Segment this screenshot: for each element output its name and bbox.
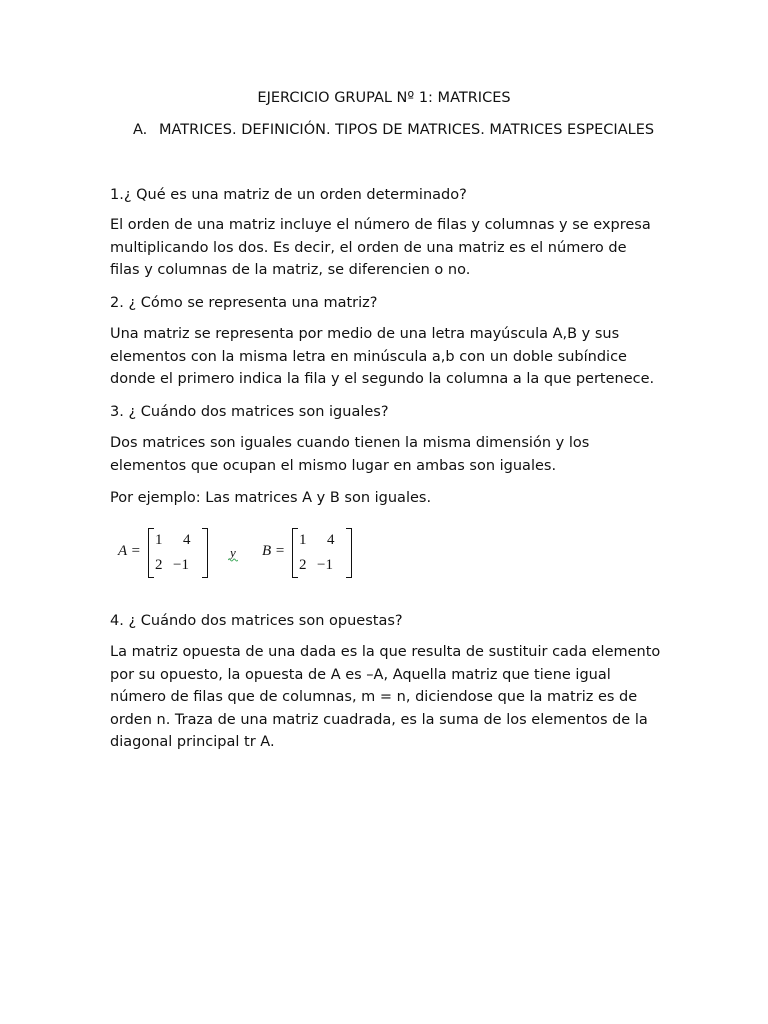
example-text: Por ejemplo: Las matrices A y B son iguales. — [110, 490, 432, 506]
answer-2-line: Una matriz se representa por medio de una letra mayúscula A,B y sus — [110, 326, 620, 342]
matrix-a-label: A = — [118, 543, 141, 559]
answer-3-line: Dos matrices son iguales cuando tienen la misma dimensión y los — [110, 435, 590, 451]
section-heading — [133, 120, 654, 140]
answer-4 — [110, 641, 670, 754]
matrix-a — [148, 528, 208, 578]
matrix-b-cell: 1 — [299, 532, 307, 548]
answer-4-line: La matriz opuesta de una dada es la que resulta de sustituir cada elemento — [110, 644, 661, 660]
answer-3 — [110, 432, 670, 477]
answer-1-line: filas y columnas de la matriz, se diferencien o no. — [110, 262, 471, 278]
answer-4-line: diagonal principal tr A. — [110, 734, 275, 750]
answer-1-line: El orden de una matriz incluye el número de filas y columnas y se expresa — [110, 217, 651, 233]
answer-4-line: orden n. Traza de una matriz cuadrada, es la suma de los elementos de la — [110, 711, 648, 728]
matrix-b-cell: −1 — [317, 557, 333, 573]
answer-1 — [110, 214, 670, 282]
matrix-b-cell: 2 — [299, 557, 307, 573]
answer-1-line: multiplicando los dos. Es decir, el orden de una matriz es el número de — [110, 239, 627, 256]
matrix-b-label: B = — [262, 543, 286, 559]
matrix-a-cell: 4 — [183, 532, 191, 548]
spellcheck-squiggle — [228, 558, 238, 562]
matrix-a-cell: 2 — [155, 557, 163, 573]
question-4: 4. ¿ Cuándo dos matrices son opuestas? — [110, 613, 403, 629]
matrix-b — [292, 528, 352, 578]
section-marker: A. — [133, 122, 148, 138]
answer-4-line: por su opuesto, la opuesta de A es –A, Aquella matriz que tiene igual — [110, 666, 611, 683]
answer-2 — [110, 323, 670, 391]
matrix-b-cell: 4 — [327, 532, 335, 548]
answer-4-line: número de filas que de columnas, m = n, diciendose que la matriz es de — [110, 689, 638, 705]
question-2: 2. ¿ Cómo se representa una matriz? — [110, 295, 378, 311]
question-1: 1.¿ Qué es una matriz de un orden determinado? — [110, 187, 467, 203]
question-3: 3. ¿ Cuándo dos matrices son iguales? — [110, 404, 389, 420]
answer-2-line: donde el primero indica la fila y el segundo la columna a la que pertenece. — [110, 371, 655, 387]
conjunction-text: y — [230, 545, 236, 560]
matrix-a-cell: −1 — [173, 557, 189, 573]
answer-3-line: elementos que ocupan el mismo lugar en ambas son iguales. — [110, 457, 557, 474]
document-title: EJERCICIO GRUPAL Nº 1: MATRICES — [257, 90, 511, 106]
answer-2-line: elementos con la misma letra en minúscula a,b con un doble subíndice — [110, 348, 627, 365]
section-title: MATRICES. DEFINICIÓN. TIPOS DE MATRICES. MATRICES ESPECIALES — [159, 122, 655, 138]
matrix-a-cell: 1 — [155, 532, 163, 548]
